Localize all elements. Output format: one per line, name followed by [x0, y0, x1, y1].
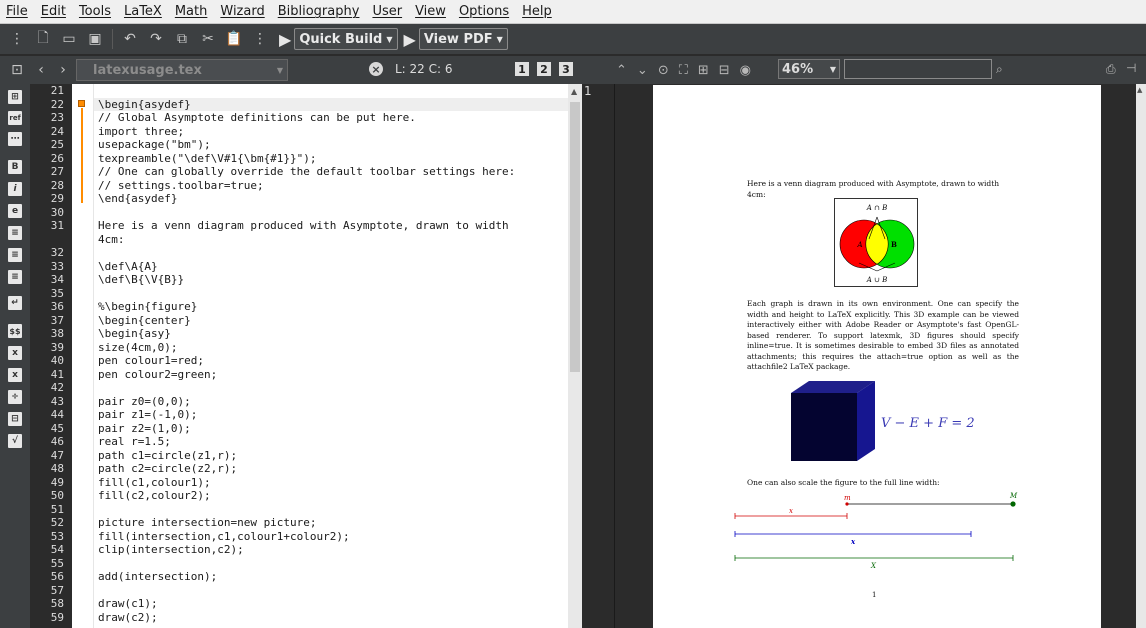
- line-number: 34: [50, 273, 64, 286]
- code-line[interactable]: \def\A{A}: [98, 259, 158, 273]
- code-line[interactable]: pen colour2=green;: [98, 367, 218, 381]
- code-line[interactable]: [94, 84, 568, 98]
- toolbar-separator: [112, 29, 113, 49]
- line-number: [30, 233, 72, 247]
- pdf-paragraph-scale: One can also scale the figure to the full line width:: [747, 478, 940, 487]
- quick-build-label: Quick Build: [299, 31, 383, 47]
- scale-bold-x-label: x: [851, 537, 856, 546]
- code-line[interactable]: usepackage("bm");: [98, 138, 211, 151]
- code-line[interactable]: fill(intersection,c1,colour1+colour2);: [98, 529, 350, 543]
- code-line[interactable]: // Global Asymptote definitions can be put here.: [98, 111, 416, 124]
- line-number: 46: [50, 435, 64, 448]
- cut-icon[interactable]: ✂: [202, 31, 214, 47]
- main-toolbar: [0, 24, 1146, 54]
- document-filename: latexusage.tex: [93, 62, 202, 78]
- code-line[interactable]: // One can globally override the default toolbar settings here:: [98, 165, 516, 178]
- pdf-scrollbar[interactable]: [1136, 84, 1146, 628]
- back-icon[interactable]: ‹: [38, 62, 44, 78]
- cursor-position: L: 22 C: 6: [395, 62, 453, 76]
- scale-m-label: m: [844, 494, 851, 502]
- menu-edit[interactable]: Edit: [40, 4, 66, 19]
- line-number: 37: [50, 313, 64, 327]
- line-number: 29: [50, 192, 64, 205]
- chevron-down-icon: ▼: [829, 64, 836, 74]
- line-number-gutter: [30, 84, 72, 628]
- italic-icon[interactable]: i: [8, 182, 22, 196]
- code-line[interactable]: [94, 557, 568, 571]
- code-line[interactable]: 4cm:: [98, 232, 125, 246]
- venn-diagram: [835, 199, 919, 288]
- structure-toggle-icon[interactable]: ⊡: [11, 62, 23, 78]
- code-line[interactable]: \def\B{\V{B}}: [98, 273, 185, 286]
- code-line[interactable]: [94, 381, 568, 395]
- zoom-select[interactable]: [778, 59, 840, 79]
- menu-view[interactable]: View: [415, 4, 446, 19]
- math-icon[interactable]: $$: [8, 324, 22, 338]
- search-icon[interactable]: ⌕: [996, 62, 1003, 76]
- copy-icon[interactable]: ⧉: [177, 31, 187, 47]
- code-line[interactable]: draw(c1);: [98, 597, 158, 610]
- code-line[interactable]: [94, 287, 568, 301]
- code-line[interactable]: \begin{center}: [98, 313, 191, 327]
- line-number: 39: [50, 340, 64, 354]
- line-number: 44: [50, 408, 64, 421]
- align-right-icon[interactable]: ≡: [8, 270, 22, 284]
- zoom-in-icon[interactable]: ⊞: [697, 62, 709, 78]
- line-number: 30: [50, 205, 64, 219]
- code-line[interactable]: add(intersection);: [98, 570, 218, 583]
- newline-icon[interactable]: ↵: [8, 296, 22, 310]
- editor-scrollbar-thumb[interactable]: [570, 102, 580, 372]
- eye-icon[interactable]: ◉: [739, 62, 751, 78]
- view-1-button[interactable]: 1: [515, 62, 529, 76]
- venn-intersection-label: A ∩ B: [866, 204, 888, 212]
- align-center-icon[interactable]: ≡: [8, 248, 22, 262]
- code-line[interactable]: real r=1.5;: [98, 435, 171, 448]
- line-number: 55: [50, 556, 64, 570]
- line-number: 48: [50, 462, 64, 475]
- fit-width-icon[interactable]: ⛶: [678, 62, 688, 78]
- new-file-icon[interactable]: 🗋: [37, 30, 49, 46]
- code-line[interactable]: // settings.toolbar=true;: [98, 178, 264, 192]
- menu-math[interactable]: Math: [174, 4, 208, 19]
- venn-figure: [834, 198, 918, 287]
- code-line[interactable]: [94, 503, 568, 517]
- line-number: 52: [50, 516, 64, 529]
- menu-bibliography[interactable]: Bibliography: [277, 4, 360, 19]
- editor-scrollbar[interactable]: [568, 84, 582, 628]
- line-number: 56: [50, 570, 64, 583]
- scroll-up-icon[interactable]: ▲: [1137, 86, 1143, 94]
- line-number: 38: [50, 327, 64, 340]
- line-number: 31: [50, 219, 64, 232]
- line-number: 25: [50, 138, 64, 151]
- line-number: 42: [50, 381, 64, 394]
- venn-b-label: B: [891, 240, 897, 249]
- code-line[interactable]: \begin{asydef}: [94, 98, 568, 112]
- line-number: 32: [50, 246, 64, 259]
- line-number: 28: [50, 178, 64, 192]
- fold-marker-icon[interactable]: [78, 100, 85, 107]
- code-line[interactable]: pen colour1=red;: [98, 354, 204, 367]
- line-number: 57: [50, 583, 64, 597]
- line-number: 49: [50, 475, 64, 489]
- code-line[interactable]: [94, 206, 568, 220]
- code-line[interactable]: %\begin{figure}: [98, 300, 198, 313]
- code-line[interactable]: import three;: [98, 124, 185, 138]
- pdf-divider: [614, 84, 615, 628]
- close-document-icon[interactable]: ×: [369, 62, 383, 76]
- line-number: 33: [50, 259, 64, 273]
- pdf-paragraph-venn: Here is a venn diagram produced with Asymptote, drawn to width 4cm:: [747, 179, 1000, 199]
- fold-bar: [72, 84, 94, 628]
- structure-icon[interactable]: ⊞: [8, 90, 22, 104]
- paste-icon[interactable]: 📋: [225, 31, 243, 47]
- quick-build-select[interactable]: [294, 28, 397, 50]
- redo-icon[interactable]: ↷: [150, 31, 162, 47]
- scale-M-label: M: [1010, 492, 1018, 500]
- menu-file[interactable]: File: [6, 4, 28, 19]
- code-line[interactable]: path c2=circle(z2,r);: [98, 462, 238, 475]
- run-view-pdf-icon[interactable]: ▶: [403, 29, 416, 49]
- line-number: 24: [50, 124, 64, 138]
- zoom-value: 46%: [782, 61, 814, 77]
- line-number: 50: [50, 489, 64, 502]
- left-sidebar: [0, 84, 30, 628]
- code-line[interactable]: \begin{asy}: [98, 327, 171, 340]
- line-number: 59: [50, 610, 64, 624]
- print-icon[interactable]: ⎙: [1106, 62, 1116, 76]
- menu-help[interactable]: Help: [522, 4, 552, 19]
- scale-X-label: X: [871, 562, 876, 570]
- run-quick-build-icon[interactable]: ▶: [279, 29, 292, 49]
- menu-bar: [0, 0, 1146, 24]
- undo-icon[interactable]: ↶: [124, 31, 136, 47]
- forward-icon[interactable]: ›: [60, 62, 66, 78]
- scroll-up-icon[interactable]: ▲: [571, 87, 578, 96]
- emph-icon[interactable]: e: [8, 204, 22, 218]
- code-line[interactable]: Here is a venn diagram produced with Asymptote, drawn to width: [98, 219, 509, 232]
- view-3-button[interactable]: 3: [559, 62, 573, 76]
- chevron-down-icon: ▼: [276, 65, 283, 75]
- pdf-page[interactable]: [653, 85, 1101, 628]
- code-line[interactable]: pair z2=(1,0);: [98, 421, 191, 435]
- line-number: 36: [50, 300, 64, 313]
- cube-figure: [789, 375, 879, 465]
- code-line[interactable]: fill(c2,colour2);: [98, 489, 211, 502]
- fraction-icon[interactable]: ÷: [8, 390, 22, 404]
- view-pdf-select[interactable]: [419, 28, 508, 50]
- line-number: 43: [50, 394, 64, 408]
- line-number: 58: [50, 597, 64, 610]
- euler-formula: V − E + F = 2: [881, 416, 975, 431]
- prev-page-icon[interactable]: ⌃: [616, 62, 627, 78]
- superscript-icon[interactable]: x: [8, 368, 22, 382]
- code-line[interactable]: path c1=circle(z1,r);: [98, 448, 238, 462]
- sqrt-icon[interactable]: √: [8, 434, 22, 448]
- code-line[interactable]: pair z1=(-1,0);: [98, 408, 198, 421]
- pdf-viewer: [582, 56, 1146, 628]
- venn-union-label: A ∪ B: [866, 276, 888, 284]
- line-number: 23: [50, 111, 64, 124]
- zoom-out-icon[interactable]: ⊟: [718, 62, 730, 78]
- menu-user[interactable]: User: [372, 4, 403, 19]
- line-number: 41: [50, 367, 64, 381]
- close-viewer-icon[interactable]: ⊣: [1126, 61, 1137, 75]
- page-footer-number: 1: [872, 591, 877, 599]
- line-number: 21: [50, 84, 64, 97]
- line-number: 53: [50, 529, 64, 543]
- code-line[interactable]: pair z0=(0,0);: [98, 394, 191, 408]
- code-line[interactable]: [94, 584, 568, 598]
- code-line[interactable]: \end{asydef}: [98, 192, 178, 205]
- pdf-paragraph-3d: Each graph is drawn in its own environment. One can specify the width and height to LaTeX explicitly. This 3D example can be viewed interactively either with Adobe Reader or Asymptote's fast OpenGL-based renderer. To support latexmk, 3D figures should specify inline=true. It is sometimes desirable to embed 3D files as annotated attachments; this requires the attach=true option as well as the attachfile2 LaTeX package.: [747, 299, 1019, 371]
- editor-tab-bar: [0, 56, 582, 84]
- menu-latex[interactable]: LaTeX: [123, 4, 162, 19]
- line-number: 47: [50, 448, 64, 462]
- scale-figure: [731, 492, 1021, 572]
- next-page-icon[interactable]: ⌄: [636, 62, 648, 78]
- chevron-down-icon: ▼: [496, 34, 503, 44]
- menu-wizard[interactable]: Wizard: [220, 4, 265, 19]
- code-line[interactable]: draw(c2);: [98, 610, 158, 624]
- venn-a-label: A: [857, 241, 863, 249]
- code-line[interactable]: picture intersection=new picture;: [98, 516, 317, 529]
- pdf-search-input[interactable]: [844, 59, 992, 79]
- ref-icon[interactable]: ref: [8, 111, 22, 125]
- line-number: 27: [50, 165, 64, 178]
- chevron-down-icon: ▼: [386, 34, 393, 44]
- code-line[interactable]: clip(intersection,c2);: [98, 543, 244, 556]
- toolbar-grip-icon: ⋮: [253, 31, 267, 47]
- page-number-label: 1: [584, 84, 592, 98]
- save-icon[interactable]: ▣: [88, 31, 102, 47]
- fold-range-indicator: [81, 108, 83, 203]
- open-file-icon[interactable]: ▭: [62, 31, 76, 47]
- scale-x-label: x: [789, 507, 793, 515]
- document-select[interactable]: [76, 59, 288, 81]
- dots-icon[interactable]: ⋯: [8, 132, 22, 146]
- code-editor[interactable]: [94, 84, 568, 628]
- code-line[interactable]: [94, 246, 568, 260]
- view-pdf-label: View PDF: [423, 31, 493, 47]
- subscript-icon[interactable]: x: [8, 346, 22, 360]
- code-line[interactable]: fill(c1,colour1);: [98, 475, 211, 489]
- code-line[interactable]: size(4cm,0);: [98, 340, 178, 354]
- line-number: 40: [50, 354, 64, 367]
- line-number: 45: [50, 421, 64, 435]
- code-line[interactable]: texpreamble("\def\V#1{\bm{#1}}");: [98, 151, 317, 165]
- align-left-icon[interactable]: ≡: [8, 226, 22, 240]
- view-2-button[interactable]: 2: [537, 62, 551, 76]
- line-number: 51: [50, 502, 64, 516]
- line-number: 35: [50, 286, 64, 300]
- line-number: 54: [50, 543, 64, 556]
- menu-tools[interactable]: Tools: [78, 4, 111, 19]
- bold-icon[interactable]: B: [8, 160, 22, 174]
- line-number: 26: [50, 151, 64, 165]
- fit-page-icon[interactable]: ⊙: [657, 62, 669, 78]
- menu-options[interactable]: Options: [458, 4, 510, 19]
- line-number: 22: [50, 97, 64, 111]
- dfrac-icon[interactable]: ⊟: [8, 412, 22, 426]
- toolbar-grip-icon: ⋮: [10, 31, 24, 47]
